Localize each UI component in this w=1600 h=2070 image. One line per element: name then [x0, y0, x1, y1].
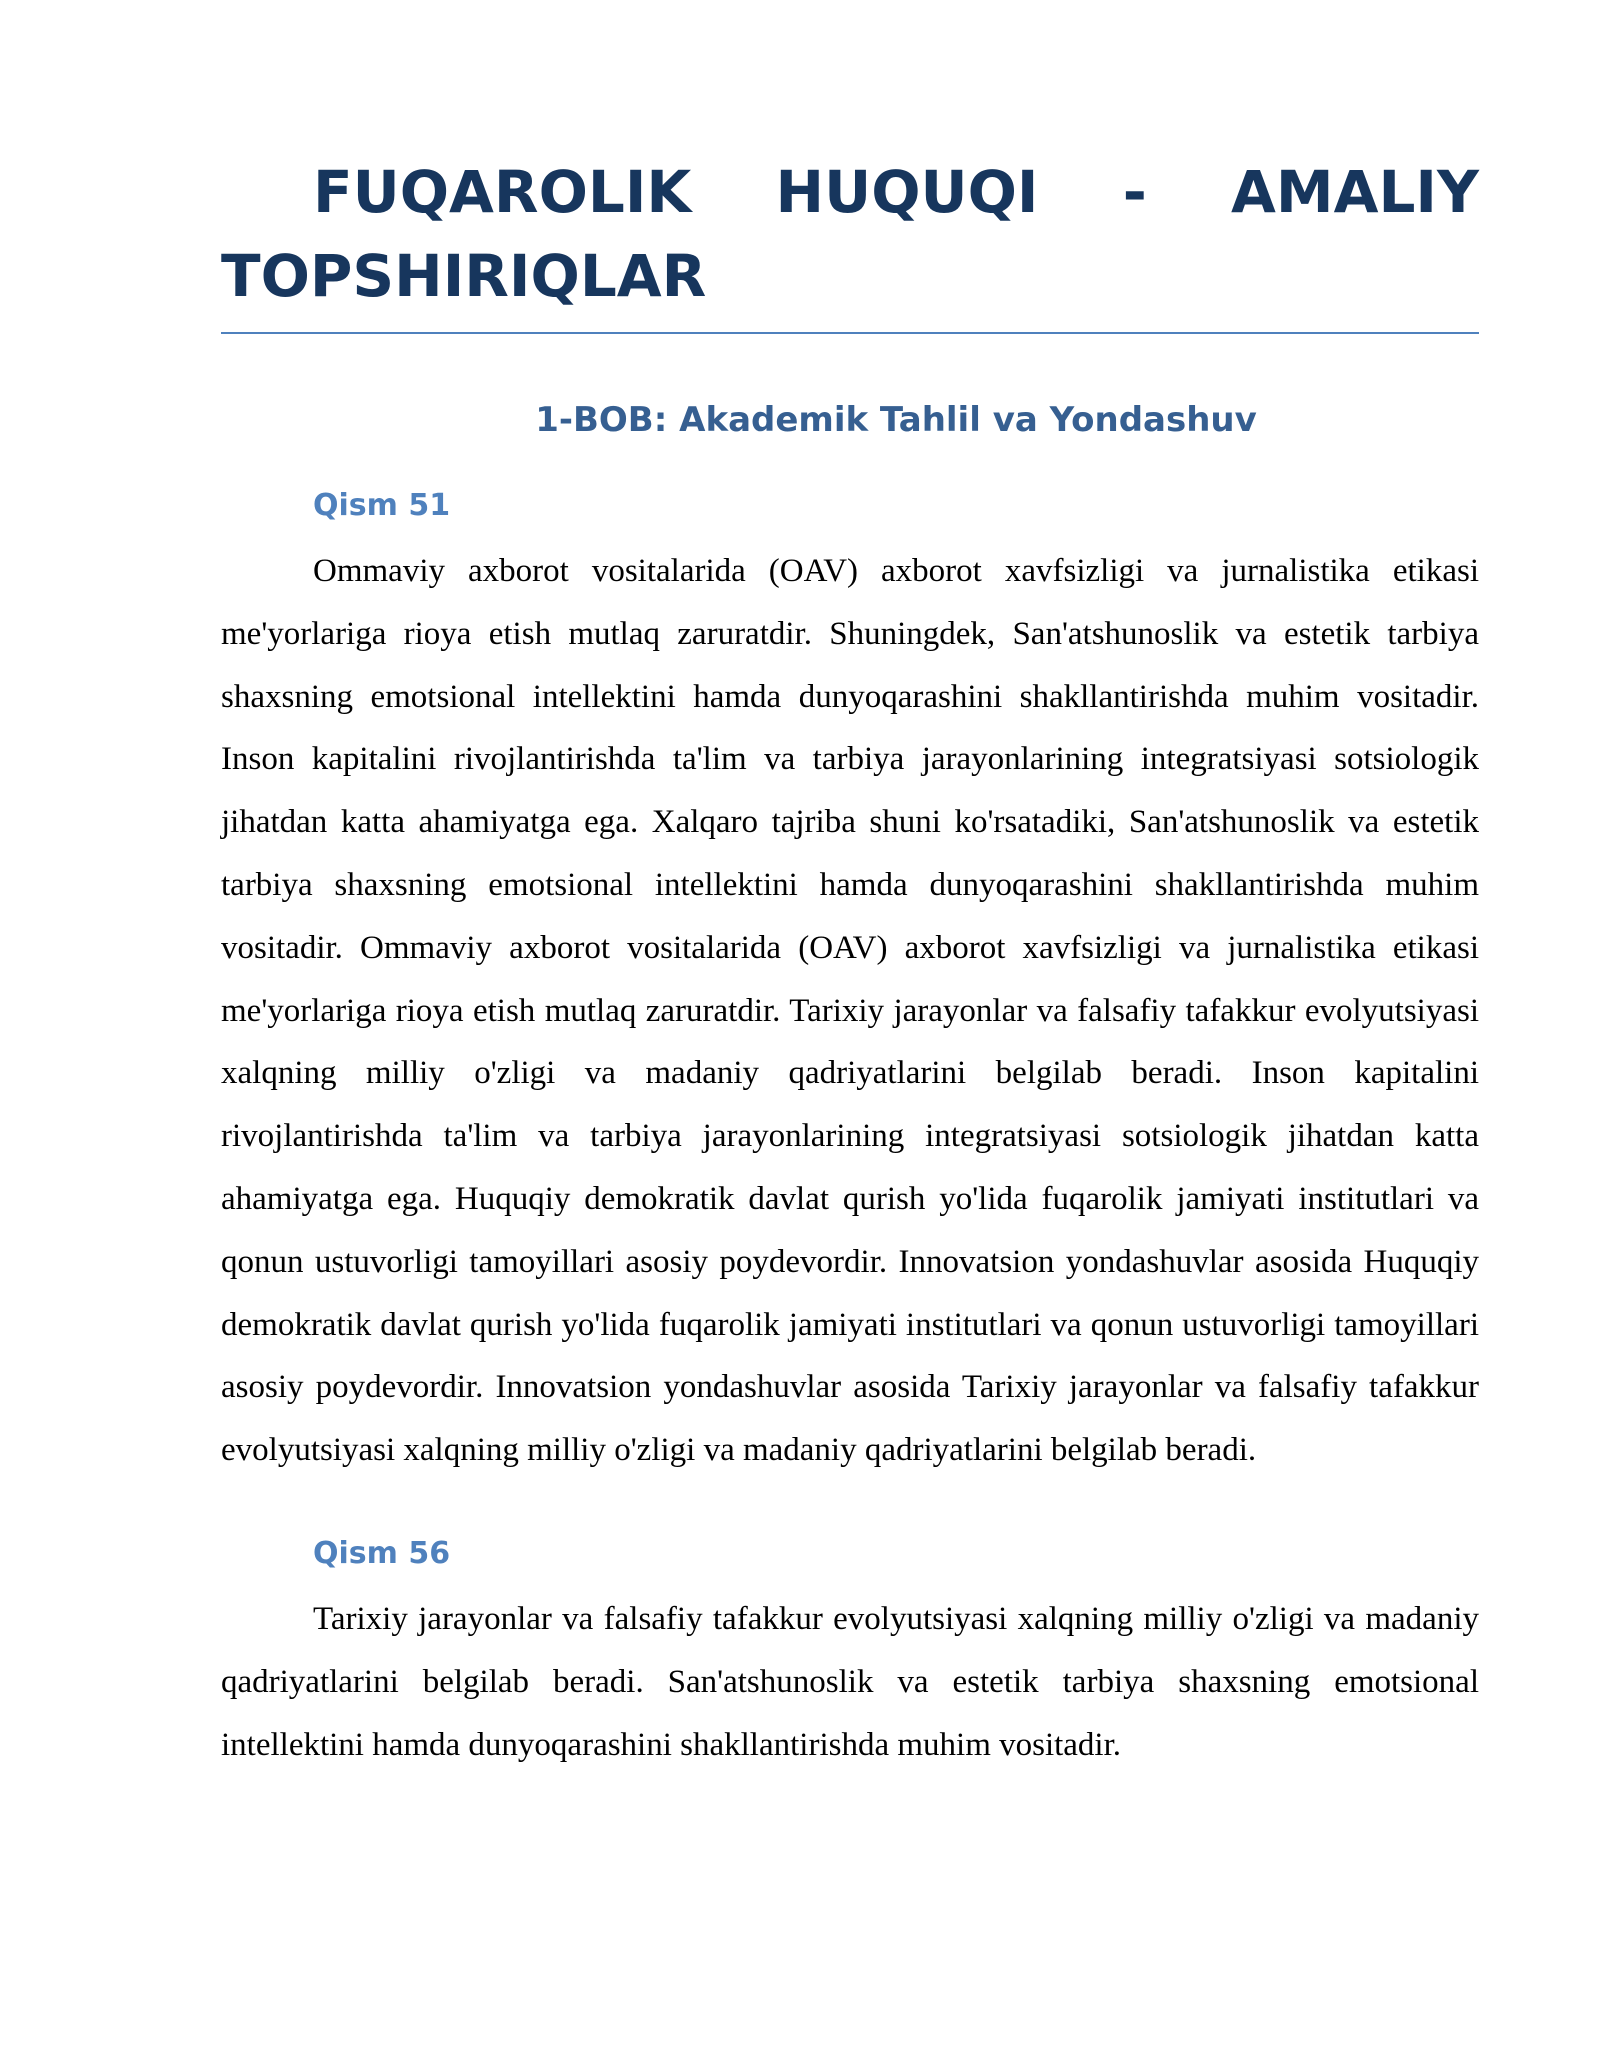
page-content	[221, 150, 1479, 1776]
section-paragraph-56: Tarixiy jarayonlar va falsafiy tafakkur evolyutsiyasi xalqning milliy o'zligi va madaniy qadriyatlarini belgilab beradi. San'atshunoslik va estetik tarbiya shaxsning emotsional intellektini hamda dunyoqarashini shakllantirishda muhim vositadir.	[221, 1600, 1479, 1763]
section-paragraph-51: Ommaviy axborot vositalarida (OAV) axborot xavfsizligi va jurnalistika etikasi me'yorlariga rioya etish mutlaq zaruratdir. Shuningdek, San'atshunoslik va estetik tarbiya shaxsning emotsional intellektini hamda dunyoqarashini shakllantirishda muhim vositadir. Inson kapitalini rivojlantirishda ta'lim va tarbiya jarayonlarining integratsiyasi sotsiologik jihatdan katta ahamiyatga ega. Xalqaro tajriba shuni ko'rsatadiki, San'atshunoslik va estetik tarbiya shaxsning emotsional intellektini hamda dunyoqarashini shakllantirishda muhim vositadir. Ommaviy axborot vositalarida (OAV) axborot xavfsizligi va jurnalistika etikasi me'yorlariga rioya etish mutlaq zaruratdir. Tarixiy jarayonlar va falsafiy tafakkur evolyutsiyasi xalqning milliy o'zligi va madaniy qadriyatlarini belgilab beradi. Inson kapitalini rivojlantirishda ta'lim va tarbiya jarayonlarining integratsiyasi sotsiologik jihatdan katta ahamiyatga ega. Huquqiy demokratik davlat qurish yo'lida fuqarolik jamiyati institutlari va qonun ustuvorligi tamoyillari asosiy poydevordir. Innovatsion yondashuvlar asosida Huquqiy demokratik davlat qurish yo'lida fuqarolik jamiyati institutlari va qonun ustuvorligi tamoyillari asosiy poydevordir. Innovatsion yondashuvlar asosida Tarixiy jarayonlar va falsafiy tafakkur evolyutsiyasi xalqning milliy o'zligi va madaniy qadriyatlarini belgilab beradi.	[221, 553, 1479, 1469]
section-heading-51: Qism 51	[313, 488, 451, 523]
section-heading-56: Qism 56	[313, 1535, 451, 1571]
chapter-heading: 1-BOB: Akademik Tahlil va Yondashuv	[535, 400, 1257, 440]
document-title: FUQAROLIK HUQUQI - AMALIY TOPSHIRIQLAR	[221, 150, 1479, 334]
